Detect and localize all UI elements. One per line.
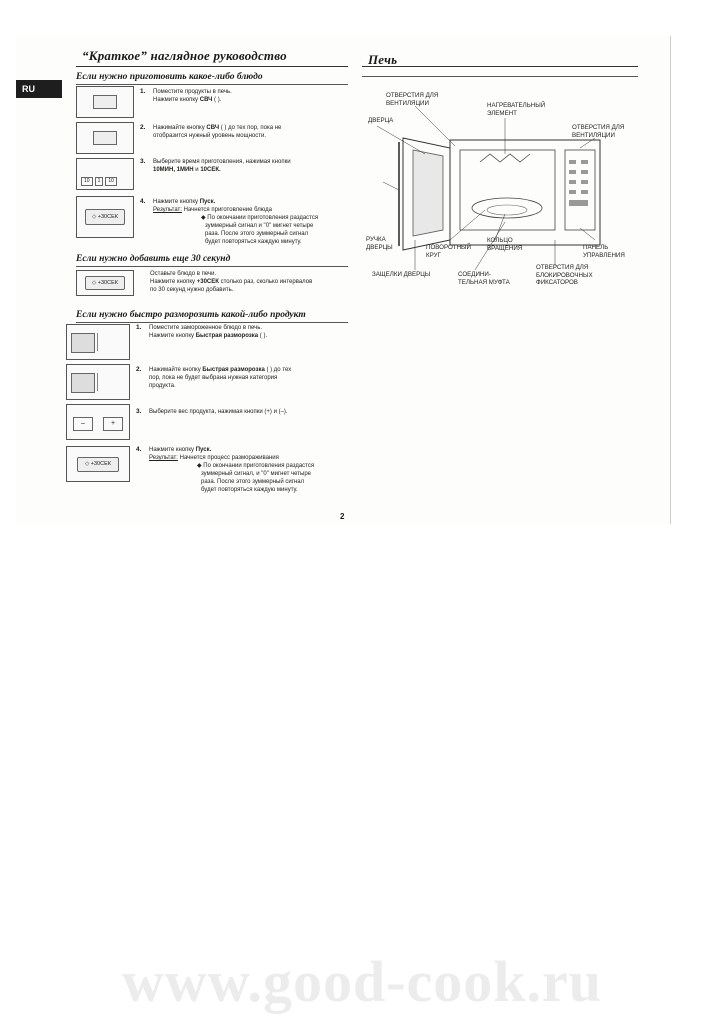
defrost-button-illustration (66, 324, 130, 360)
title-rule (76, 66, 348, 67)
label-door-latches: ЗАЩЕЛКИ ДВЕРЦЫ (372, 271, 431, 278)
roller-ring (487, 205, 527, 215)
weight-buttons-illustration (66, 404, 130, 440)
label-door-handle: РУЧКА ДВЕРЦЫ (366, 236, 393, 251)
start-button-illustration (76, 196, 134, 238)
microwave-button-illustration (76, 86, 134, 118)
oven-title-rule (362, 66, 638, 67)
add30-rule (76, 266, 348, 267)
cook-step-1: Поместите продукты в печь. Нажмите кнопку СВЧ ( ). (153, 89, 232, 103)
heating-element (480, 154, 530, 162)
microwave-icon (93, 131, 117, 145)
defrost-icon (71, 333, 95, 353)
defrost-heading: Если нужно быстро разморозить какой-либо продукт (76, 310, 306, 320)
cook-step-4: Нажмите кнопку Пуск. Результат: Начнется приготовление блюда ◆ По окончании приготовления раздастся зуммерный сигнал и "0" мигнет четыре раза. После этого зуммерный сигнал будет повторяться каждую минуту. (153, 199, 319, 245)
label-roller-ring: КОЛЬЦО ВРАЩЕНИЯ (487, 237, 523, 252)
one-min-button: 1 (95, 177, 104, 186)
label-lock-vents: ОТВЕРСТИЯ ДЛЯ БЛОКИРОВОЧНЫХ ФИКСАТОРОВ (536, 264, 593, 286)
food-category-icons (97, 333, 124, 351)
start-button-icon: ◇ +30СЕК (85, 209, 125, 225)
door-window (413, 150, 443, 236)
defrost-step-1: Поместите замороженное блюдо в печь. Нажмите кнопку Быстрая разморозка ( ). (149, 325, 268, 339)
defrost-step-3: Выберите вес продукта, нажимая кнопки (+) и (–). (149, 409, 288, 415)
defrost-icon (71, 373, 95, 393)
label-control-panel: ПАНЕЛЬ УПРАВЛЕНИЯ (583, 244, 625, 259)
oven-diagram (355, 90, 645, 290)
add30-heading: Если нужно добавить еще 30 секунд (76, 254, 231, 264)
label-vent-top: ОТВЕРСТИЯ ДЛЯ ВЕНТИЛЯЦИИ (386, 92, 439, 107)
timer-buttons-illustration (76, 158, 134, 190)
label-vent-right: ОТВЕРСТИЯ ДЛЯ ВЕНТИЛЯЦИИ (572, 124, 625, 139)
defrost-button-illustration-2 (66, 364, 130, 400)
add30-button-illustration (76, 270, 134, 296)
add30-text: Оставьте блюдо в печи. Нажмите кнопку +30СЕК столько раз, сколько интервалов по 30 секунд нужно добавить. (150, 271, 313, 293)
start-button-icon: ◇ +30СЕК (77, 457, 119, 472)
minus-button-icon: – (73, 417, 93, 431)
microwave-icon (93, 95, 117, 109)
oven-title: Печь (368, 52, 398, 67)
start-button-illustration-2 (66, 446, 130, 482)
language-tab: RU (16, 80, 62, 98)
cook-step-3: Выберите время приготовления, нажимая кнопки 10МИН, 1МИН и 10СЕК. (153, 159, 291, 173)
label-door: ДВЕРЦА (368, 117, 394, 124)
panel-buttons (569, 160, 588, 206)
watermark: www.good-cook.ru (121, 949, 603, 1014)
ten-sec-button: 10 (105, 177, 117, 186)
page-number: 2 (340, 512, 345, 521)
microwave-button-illustration-2 (76, 122, 134, 154)
label-heater: НАГРЕВАТЕЛЬНЫЙ ЭЛЕМЕНТ (487, 102, 546, 117)
label-coupling: СОЕДИНИ- ТЕЛЬНАЯ МУФТА (458, 271, 510, 286)
cook-rule (76, 84, 348, 85)
start-button-icon: ◇ +30СЕК (85, 276, 125, 290)
defrost-rule (76, 322, 348, 323)
label-turntable: ПОВОРОТНЫЙ КРУГ (426, 244, 471, 259)
oven-body (450, 140, 600, 245)
cook-heading: Если нужно приготовить какое-либо блюдо (76, 72, 263, 82)
plus-button-icon: + (103, 417, 123, 431)
defrost-step-2: Нажимайте кнопку Быстрая разморозка ( ) до тех пор, пока не будет выбрана нужная категория продукта. (149, 367, 292, 389)
ten-min-button: 10 (81, 177, 93, 186)
food-category-icons (97, 373, 124, 391)
defrost-step-4: Нажмите кнопку Пуск. Результат: Начнется процесс размораживания ◆ По окончании приготовления раздастся зуммерный сигнал, и "0" мигнет четыре раза. После этого зуммерный сигнал будет повторяться каждую минуту. (149, 447, 315, 493)
quick-guide-title: “Краткое” наглядное руководство (82, 48, 287, 63)
oven-subrule (362, 76, 638, 77)
cook-step-2: Нажимайте кнопку СВЧ ( ) до тех пор, пока не отобразится нужный уровень мощности. (153, 125, 282, 139)
